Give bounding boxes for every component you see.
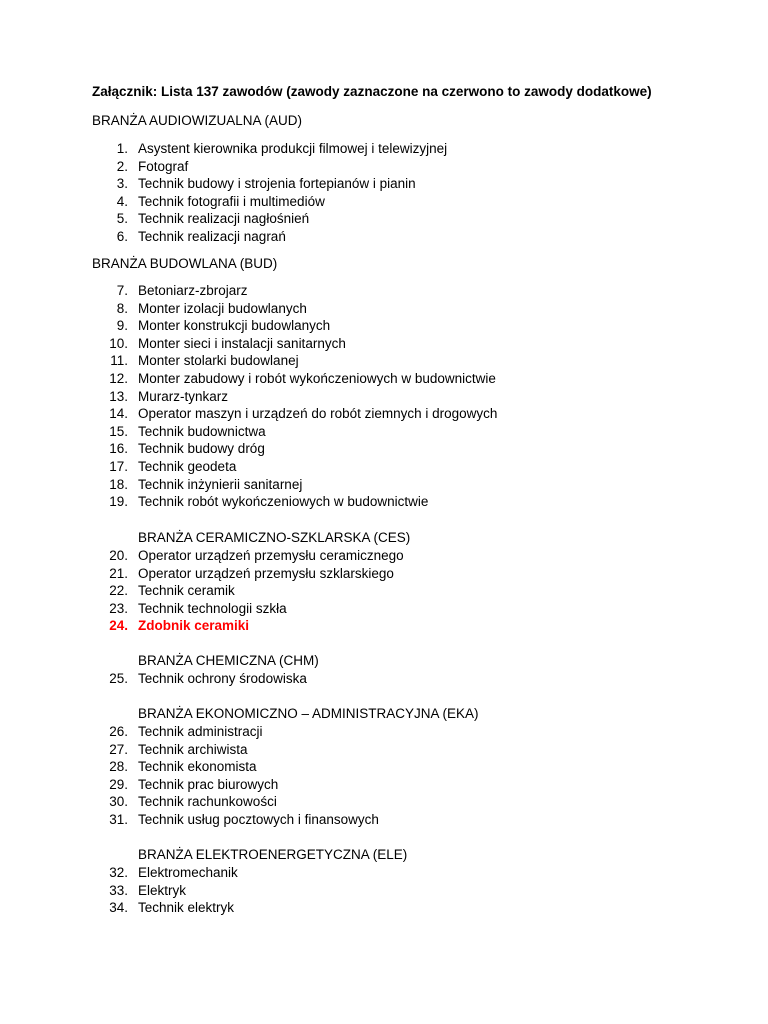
list-item-label: Operator urządzeń przemysłu szklarskiego [138,565,394,581]
list-item-label: Monter izolacji budowlanych [138,300,307,316]
list-item-label: Technik prac biurowych [138,776,279,792]
list-item-number: 28. [109,759,128,775]
list-item [100,352,497,370]
list-item-label: Fotograf [138,158,189,174]
list-item-number: 14. [109,406,128,422]
list-item-label: Technik usług pocztowych i finansowych [138,811,379,827]
list-item-number: 11. [110,353,128,369]
list-item-label: Technik realizacji nagłośnień [138,211,310,227]
list-item-label: Technik administracji [138,724,263,739]
list-item [100,547,404,565]
list-item [100,335,497,353]
list-item-label: Technik fotografii i multimediów [138,193,325,209]
list-item-label: Technik rachunkowości [138,794,277,810]
list-item-number: 12. [109,370,128,386]
list-item-number: 15. [109,423,128,439]
list-item-number: 7. [116,283,128,298]
list-item [100,864,238,882]
list-item-label: Technik ochrony środowiska [138,671,307,686]
list-item-label: Technik geodeta [138,458,237,474]
list-item [100,440,497,458]
list-item-label: Technik ekonomista [138,759,257,775]
list-item [100,793,379,811]
list-item [100,423,497,441]
list-item [100,140,447,158]
list-ele [100,864,238,917]
list-item [100,723,379,741]
list-item-number: 33. [109,882,128,898]
list-item-number: 1. [116,141,128,156]
list-ces [100,547,404,635]
list-item-label: Monter konstrukcji budowlanych [138,318,331,334]
list-item-number: 10. [109,335,128,351]
list-item-label: Technik inżynierii sanitarnej [138,476,303,492]
list-item-label: Technik budownictwa [138,423,266,439]
list-item-number: 27. [109,741,128,757]
list-item [100,882,238,900]
list-item-number: 6. [116,228,128,244]
list-item-number: 9. [116,318,128,334]
list-item [100,899,238,917]
list-item-number: 4. [116,193,128,209]
list-item [100,741,379,759]
list-item-label: Murarz-tynkarz [138,388,229,404]
list-item [100,317,497,335]
list-item-number: 21. [109,565,128,581]
list-item-label: Betoniarz-zbrojarz [138,283,248,298]
list-item-label: Technik budowy i strojenia fortepianów i pianin [138,176,416,192]
list-item [100,600,404,618]
list-item-label: Technik realizacji nagrań [138,228,286,244]
list-item-label: Elektryk [138,882,187,898]
list-item-number: 29. [109,776,128,792]
list-item [100,758,379,776]
list-item-number: 20. [109,548,128,563]
list-chm [100,670,307,688]
list-item [100,565,404,583]
list-item-number: 31. [109,811,128,827]
section-heading-chm: BRANŻA CHEMICZNA (CHM) [138,653,319,668]
list-item [100,370,497,388]
section-heading-ele: BRANŻA ELEKTROENERGETYCZNA (ELE) [138,847,408,862]
list-bud [100,282,497,511]
list-item [100,476,497,494]
list-item-number: 25. [109,671,128,686]
list-item [100,300,497,318]
list-item-number: 8. [116,300,128,316]
list-item-number: 3. [116,176,128,192]
list-item-label: Technik robót wykończeniowych w budownictwie [138,494,429,510]
list-item [100,228,447,246]
list-item-number: 22. [109,583,128,599]
section-heading-bud: BRANŻA BUDOWLANA (BUD) [92,256,278,271]
list-item-number: 18. [109,476,128,492]
list-item-number: 19. [109,494,128,510]
list-item [100,582,404,600]
list-item-label: Monter sieci i instalacji sanitarnych [138,335,346,351]
list-item-label: Technik archiwista [138,741,248,757]
list-item-label: Elektromechanik [138,865,238,880]
list-item-number: 32. [109,865,128,880]
list-item-label: Monter zabudowy i robót wykończeniowych w budownictwie [138,370,496,386]
list-item-label: Asystent kierownika produkcji filmowej i telewizyjnej [138,141,448,156]
list-item [100,811,379,829]
list-item-number: 13. [109,388,128,404]
list-item [100,458,497,476]
list-item-label: Operator urządzeń przemysłu ceramicznego [138,548,404,563]
section-heading-ces: BRANŻA CERAMICZNO-SZKLARSKA (CES) [138,530,411,545]
document-title: Załącznik: Lista 137 zawodów (zawody zaznaczone na czerwono to zawody dodatkowe) [92,84,652,99]
list-item-label: Technik ceramik [138,583,235,599]
list-item-number: 2. [116,158,128,174]
list-item [100,388,497,406]
list-item [100,493,497,511]
list-item-number: 24. [109,618,128,634]
list-item-label: Zdobnik ceramiki [138,618,250,634]
list-item-number: 16. [109,441,128,457]
list-item-number: 23. [109,600,128,616]
list-item-number: 34. [109,900,128,916]
list-item-label: Technik elektryk [138,900,235,916]
list-item-label: Operator maszyn i urządzeń do robót ziemnych i drogowych [138,406,498,422]
list-item-label: Monter stolarki budowlanej [138,353,299,369]
list-item [100,776,379,794]
list-item-number: 26. [109,724,128,739]
list-item [100,617,404,635]
list-item-number: 30. [109,794,128,810]
list-item [100,210,447,228]
section-heading-eka: BRANŻA EKONOMICZNO – ADMINISTRACYJNA (EKA) [138,706,479,721]
list-item [100,175,447,193]
section-heading-aud: BRANŻA AUDIOWIZUALNA (AUD) [92,113,303,128]
list-item-number: 17. [109,458,128,474]
list-item [100,405,497,423]
list-item [100,158,447,176]
list-item-label: Technik technologii szkła [138,600,287,616]
list-item-number: 5. [116,211,128,227]
list-aud [100,140,447,246]
list-eka [100,723,379,829]
list-item [100,282,497,300]
list-item [100,193,447,211]
list-item [100,670,307,688]
list-item-label: Technik budowy dróg [138,441,265,457]
